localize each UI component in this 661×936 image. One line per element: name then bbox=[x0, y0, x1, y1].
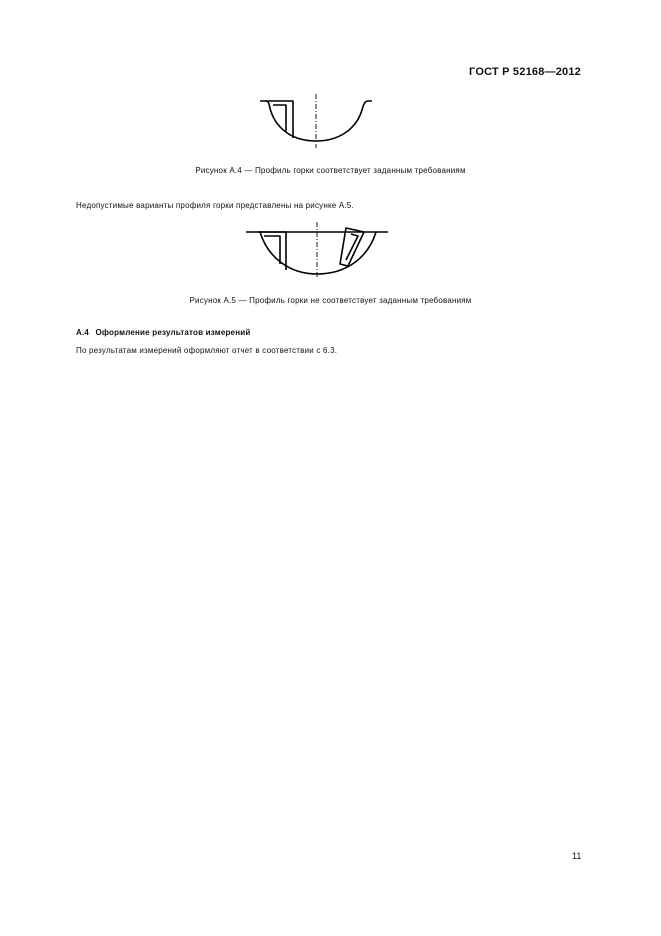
page-number: 11 bbox=[572, 851, 582, 861]
section-number: А.4 bbox=[76, 328, 90, 337]
intro-paragraph: Недопустимые варианты профиля горки представлены на рисунке А.5. bbox=[76, 201, 354, 210]
bowl-profile-outline bbox=[260, 232, 376, 274]
section-heading bbox=[76, 328, 250, 337]
figure-a5-svg bbox=[244, 218, 390, 280]
figure-a4-diagram bbox=[256, 92, 376, 152]
section-title: Оформление результатов измерений bbox=[95, 328, 251, 337]
figure-a4-caption: Рисунок А.4 — Профиль горки соответствует заданным требованиям bbox=[195, 166, 466, 175]
figure-a5-caption: Рисунок А.5 — Профиль горки не соответствует заданным требованиям bbox=[189, 296, 472, 305]
right-gauge-misaligned bbox=[340, 228, 364, 266]
figure-a4-svg bbox=[256, 92, 376, 152]
figure-a5-diagram bbox=[244, 218, 390, 280]
document-header: ГОСТ Р 52168—2012 bbox=[469, 66, 581, 78]
section-body: По результатам измерений оформляют отчет в соответствии с 6.3. bbox=[76, 346, 338, 355]
